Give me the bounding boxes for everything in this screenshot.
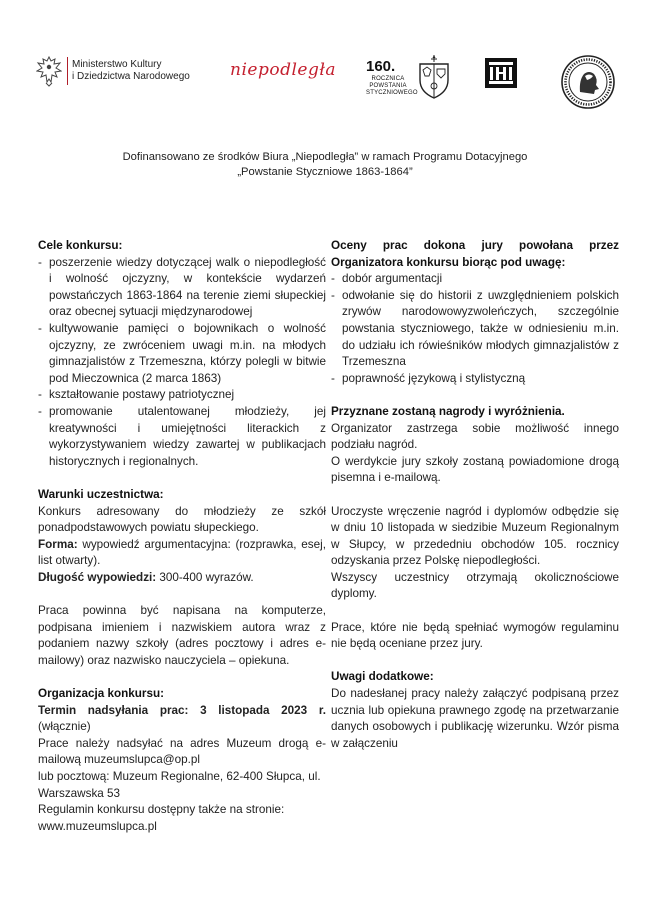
- notes-section: [331, 669, 619, 752]
- deadline-label: Termin nadsyłania prac: 3 listopada 2023 r.: [38, 703, 326, 717]
- format-text: Praca powinna być napisana na komputerze, podpisana imieniem i nazwiskiem autora wraz z podaniem nazwy szkoły (adres pocztowy i adres e-mailowy) oraz nazwisko nauczyciela – opiekuna.: [38, 604, 326, 667]
- anniversary-line3: STYCZNIOWEGO: [366, 90, 418, 96]
- goals-section: [38, 238, 326, 470]
- organization-section: [38, 686, 326, 835]
- anniversary-logo: [366, 48, 460, 104]
- list-item: - poszerzenie wiedzy dotyczącej walk o niepodległość i wolność ojczyzny, w kontekście wydarzeń powstańczych 1863-1864 na terenie ziemi słupeckiej oraz obecnej sytuacji międzynarodowej: [38, 255, 326, 321]
- deadline-line: [38, 703, 326, 736]
- list-item: - promowanie utalentowanej młodzieży, jej kreatywności i umiejętności literackich z wykorzystywaniem wiedzy zawartej w publikacjach historycznych i regionalnych.: [38, 404, 326, 470]
- ceremony-text: Uroczyste wręczenie nagród i dyplomów odbędzie się w dniu 10 listopada w siedzibie Muzeum Regionalnym w Słupcy, w przededniu obchodów 105. rocznicy odzyskania przez Polskę niepodległości.: [331, 504, 619, 568]
- rejection-text: Prace, które nie będą spełniać wymogów regulaminu nie będą oceniane przez jury.: [331, 620, 619, 651]
- awards-text-1: Organizator zastrzega sobie możliwość innego podziału nagród.: [331, 421, 619, 452]
- left-column: [38, 238, 326, 852]
- anniversary-number: 160.: [366, 58, 396, 75]
- awards-text-2: O werdykcie jury szkoły zostaną powiadomione drogą pisemna i e-mailową.: [331, 454, 619, 485]
- funding-line1: Dofinansowano ze środków Biura „Niepodległa” w ramach Programu Dotacyjnego: [122, 151, 528, 163]
- niepodlegla-wordmark: niepodległa: [230, 60, 336, 80]
- round-seal-icon: [560, 54, 616, 110]
- participation-text: Konkurs adresowany do młodzieży ze szkół ponadpodstawowych powiatu słupeckiego.: [38, 504, 326, 535]
- website-link[interactable]: www.muzeumslupca.pl: [38, 819, 157, 833]
- notes-heading: Uwagi dodatkowe:: [331, 670, 434, 684]
- anniversary-caption: [366, 76, 418, 97]
- awards-section: [331, 404, 619, 487]
- ceremony-section: [331, 504, 619, 604]
- length-line: [38, 570, 326, 587]
- length-text: 300-400 wyrazów.: [156, 570, 254, 584]
- participation-section: [38, 487, 326, 587]
- museum-logo: [485, 58, 517, 88]
- list-item: - dobór argumentacji: [331, 271, 619, 288]
- funding-statement: [0, 150, 650, 180]
- anniversary-line1: ROCZNICA: [371, 76, 405, 82]
- jury-section: [331, 238, 619, 387]
- form-text: wypowiedź argumentacyjna: (rozprawka, esej, list otwarty).: [38, 537, 326, 568]
- jury-heading: Oceny prac dokona jury powołana przez Organizatora konkursu biorąc pod uwagę:: [331, 239, 619, 269]
- length-label: Długość wypowiedzi:: [38, 570, 157, 584]
- rules-text: Regulamin konkursu dostępny także na stronie:: [38, 803, 285, 817]
- coat-of-arms-icon: [414, 54, 454, 100]
- list-item: - kultywowanie pamięci o bojownikach o wolność ojczyzny, ze zwróceniem uwagi m.in. na młodych gimnazjalistów z Trzemeszna, którzy polegli w bitwie pod Mieczownica (2 marca 1863): [38, 321, 326, 387]
- niepodlegla-logo: [230, 60, 336, 90]
- ministry-name-line2: i Dziedzictwa Narodowego: [72, 71, 190, 82]
- diplomas-text: Wszyscy uczestnicy otrzymają okolicznościowe dyplomy.: [331, 570, 619, 601]
- post-text: lub pocztową: Muzeum Regionalne, 62-400 Słupca, ul. Warszawska 53: [38, 770, 321, 800]
- museum-building-icon: [485, 58, 517, 88]
- format-section: [38, 603, 326, 669]
- rejection-section: [331, 620, 619, 653]
- send-text: Prace należy nadsyłać na adres Muzeum drogą e-mailową muzeumslupca@op.pl: [38, 736, 326, 767]
- polish-eagle-icon: [36, 55, 62, 87]
- seal-logo: [560, 54, 616, 110]
- funding-line2: „Powstanie Styczniowe 1863-1864”: [237, 166, 413, 178]
- list-item: - odwołanie się do historii z uwzględnieniem polskich zrywów narodowowyzwoleńczych, szczególnie powstania styczniowego, także w odniesieniu m.in. do udziału ich rówieśników młodych gimnazjalistów z Trzemeszna: [331, 288, 619, 371]
- participation-heading: Warunki uczestnictwa:: [38, 487, 164, 501]
- form-line: [38, 537, 326, 570]
- goals-list: [38, 255, 326, 471]
- anniversary-line2: POWSTANIA: [369, 83, 407, 89]
- right-column: [331, 238, 619, 769]
- organization-heading: Organizacja konkursu:: [38, 687, 165, 701]
- ministry-logo: [36, 55, 206, 91]
- deadline-text: (włącznie): [38, 720, 91, 734]
- notes-text: Do nadesłanej pracy należy załączyć podpisaną przez ucznia lub opiekuna prawnego zgodę na przetwarzanie danych osobowych i publikację wizerunku. Wzór pisma w załączeniu: [331, 687, 619, 750]
- logo-strip: [0, 0, 650, 130]
- awards-heading: Przyznane zostaną nagrody i wyróżnienia.: [331, 404, 565, 418]
- criteria-list: [331, 271, 619, 387]
- logo-divider: [67, 57, 68, 85]
- ministry-name: [72, 59, 190, 83]
- ministry-name-line1: Ministerstwo Kultury: [72, 59, 162, 70]
- form-label: Forma:: [38, 537, 78, 551]
- list-item: - kształtowanie postawy patriotycznej: [38, 387, 326, 404]
- list-item: - poprawność językową i stylistyczną: [331, 371, 619, 388]
- goals-heading: Cele konkursu:: [38, 239, 123, 252]
